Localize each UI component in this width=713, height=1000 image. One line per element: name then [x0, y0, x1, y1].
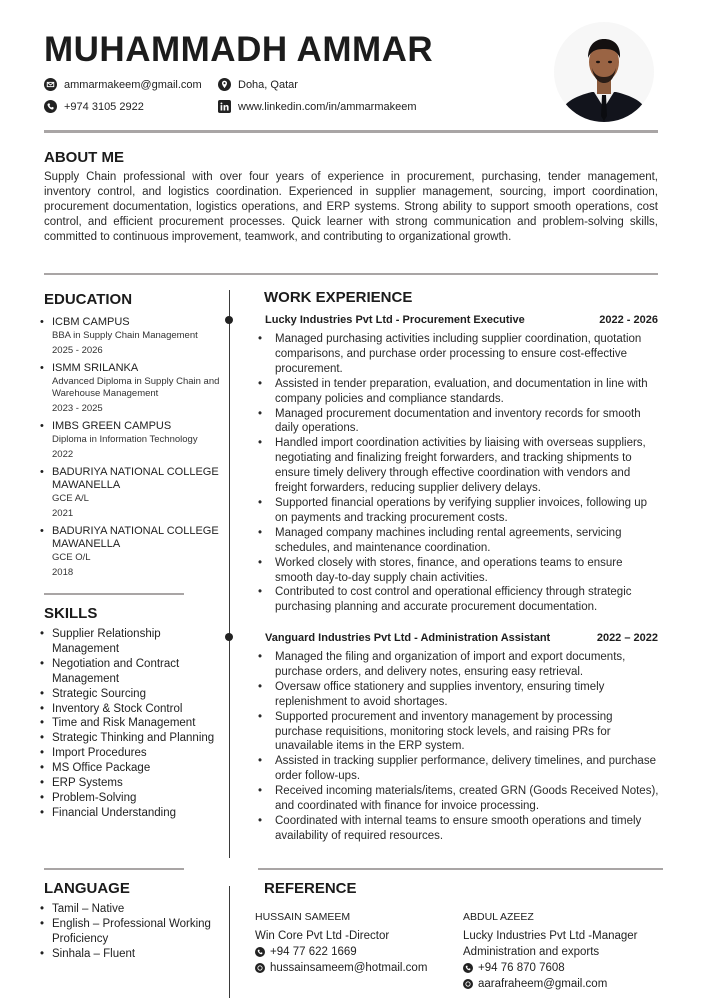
- skill-item: • ERP Systems: [40, 776, 230, 791]
- education-degree: Advanced Diploma in Supply Chain and Warehouse Management: [52, 376, 220, 399]
- skill-item: • Problem-Solving: [40, 791, 230, 806]
- education-degree: Diploma in Information Technology: [52, 434, 198, 445]
- language-item: • Sinhala – Fluent: [40, 947, 230, 962]
- job-header: [264, 632, 660, 644]
- job-bullet: • Managed procurement documentation and inventory records for smooth daily operations.: [258, 407, 660, 437]
- email-icon: [463, 979, 473, 989]
- email-icon: [255, 963, 265, 973]
- phone-icon: [255, 947, 265, 957]
- reference-email[interactable]: [255, 960, 455, 976]
- education-item: [40, 420, 230, 461]
- job-bullet: • Contributed to cost control and operational efficiency through strategic purchasing planning and accurate procurement documentation.: [258, 585, 660, 615]
- contact-linkedin[interactable]: [218, 100, 417, 113]
- job-bullet: • Assisted in tracking supplier performance, delivery timelines, and purchase order follow-ups.: [258, 754, 660, 784]
- reference-phone[interactable]: [255, 944, 455, 960]
- phone-icon: [44, 100, 57, 113]
- reference-email[interactable]: [463, 976, 663, 992]
- location-text: Doha, Qatar: [238, 78, 298, 91]
- reference-1: [255, 909, 455, 976]
- education-year: 2018: [52, 567, 74, 578]
- skill-item: • MS Office Package: [40, 761, 230, 776]
- reference-phone-text: +94 76 870 7608: [478, 962, 565, 974]
- about-divider: [44, 273, 658, 275]
- education-title: EDUCATION: [44, 291, 133, 308]
- education-school: • BADURIYA NATIONAL COLLEGE MAWANELLA: [52, 525, 219, 550]
- reference-name: HUSSAIN SAMEEM: [255, 911, 351, 923]
- skills-divider: [44, 868, 184, 870]
- job-entry-1: [264, 314, 660, 615]
- job-bullet: • Handled import coordination activities by liaising with overseas suppliers, negotiating and finalizing freight forwarders, and tracking shipments to ensure timely delivery through effective coordination with vendors and freight forwarders, reducing supplier delivery delays.: [258, 436, 660, 496]
- language-title: LANGUAGE: [44, 880, 130, 897]
- education-degree: GCE A/L: [52, 493, 89, 504]
- job-entry-2: [264, 632, 660, 844]
- job-header: [264, 314, 660, 326]
- reference-email-text: aarafraheem@gmail.com: [478, 978, 608, 990]
- job-bullet: • Managed purchasing activities including supplier coordination, quotation comparisons, and purchase order processing to ensure cost-effective procurement.: [258, 332, 660, 377]
- education-school: • BADURIYA NATIONAL COLLEGE MAWANELLA: [52, 466, 219, 491]
- contact-location: [218, 78, 298, 91]
- job-title: Vanguard Industries Pvt Ltd - Administration Assistant: [265, 632, 551, 644]
- location-icon: [218, 78, 231, 91]
- job-dates: 2022 – 2022: [596, 632, 658, 644]
- email-icon: [44, 78, 57, 91]
- job-bullets: [258, 650, 660, 844]
- skills-list: [40, 627, 230, 821]
- profile-photo-image: [554, 22, 654, 122]
- skill-item: • Strategic Sourcing: [40, 687, 230, 702]
- skills-title: SKILLS: [44, 605, 98, 622]
- skill-item: • Import Procedures: [40, 746, 230, 761]
- education-year: 2021: [52, 508, 74, 519]
- about-title: ABOUT ME: [44, 149, 124, 166]
- job-bullet: • Oversaw office stationery and supplies inventory, ensuring timely replenishment to avoid shortages.: [258, 680, 660, 710]
- job-bullet: • Managed the filing and organization of import and export documents, purchase orders, and delivery notes, ensuring easy retrieval.: [258, 650, 660, 680]
- reference-phone-text: +94 77 622 1669: [270, 946, 357, 958]
- education-year: 2023 - 2025: [52, 403, 103, 414]
- language-item: • Tamil – Native: [40, 902, 230, 917]
- education-item: [40, 316, 230, 357]
- education-degree: GCE O/L: [52, 552, 91, 563]
- education-year: 2025 - 2026: [52, 345, 103, 356]
- candidate-name: MUHAMMADH AMMAR: [44, 30, 434, 69]
- job-bullet: • Assisted in tender preparation, evaluation, and documentation in line with company policies and compliance standards.: [258, 377, 660, 407]
- education-item: [40, 362, 230, 415]
- job-bullet: • Received incoming materials/items, created GRN (Goods Received Notes), and coordinated with finance for invoice processing.: [258, 784, 660, 814]
- education-school: • ICBM CAMPUS: [52, 316, 130, 328]
- language-item: • English – Professional Working Proficiency: [40, 917, 230, 947]
- reference-role: Lucky Industries Pvt Ltd -Manager Administration and exports: [463, 930, 638, 958]
- reference-title: REFERENCE: [264, 880, 357, 897]
- skill-item: • Negotiation and Contract Management: [40, 657, 230, 687]
- header-divider: [44, 130, 658, 133]
- education-list: [40, 316, 230, 584]
- reference-email-text: hussainsameem@hotmail.com: [270, 962, 428, 974]
- job-bullet: • Coordinated with internal teams to ensure smooth operations and timely availability of required resources.: [258, 814, 660, 844]
- job-bullet: • Managed company machines including rental agreements, servicing schedules, and maintenance coordination.: [258, 526, 660, 556]
- education-item: [40, 466, 230, 520]
- reference-name: ABDUL AZEEZ: [463, 911, 534, 923]
- job-bullets: [258, 332, 660, 615]
- education-year: 2022: [52, 449, 74, 460]
- reference-phone[interactable]: [463, 960, 663, 976]
- skill-item: • Financial Understanding: [40, 806, 230, 821]
- experience-divider: [258, 868, 663, 870]
- email-text: ammarmakeem@gmail.com: [64, 78, 202, 91]
- education-degree: BBA in Supply Chain Management: [52, 330, 198, 341]
- profile-photo: [554, 22, 654, 122]
- contact-email[interactable]: [44, 78, 202, 91]
- education-divider: [44, 593, 184, 595]
- education-school: • ISMM SRILANKA: [52, 362, 139, 374]
- linkedin-icon: [218, 100, 231, 113]
- contact-phone[interactable]: [44, 100, 144, 113]
- linkedin-text: www.linkedin.com/in/ammarmakeem: [238, 100, 417, 113]
- skill-item: • Time and Risk Management: [40, 716, 230, 731]
- education-school: • IMBS GREEN CAMPUS: [52, 420, 172, 432]
- job-bullet: • Supported financial operations by verifying supplier invoices, following up on payments and tracking procurement costs.: [258, 496, 660, 526]
- skill-item: • Inventory & Stock Control: [40, 702, 230, 717]
- phone-icon: [463, 963, 473, 973]
- language-list: [40, 902, 230, 962]
- phone-text: +974 3105 2922: [64, 100, 144, 113]
- reference-role: Win Core Pvt Ltd -Director: [255, 930, 390, 942]
- experience-title: WORK EXPERIENCE: [264, 289, 413, 306]
- job-bullet: • Worked closely with stores, finance, and operations teams to ensure smooth day-to-day supply chain activities.: [258, 556, 660, 586]
- job-bullet: • Supported procurement and inventory management by processing purchase requisitions, monitoring stock levels, and raising PRs for unavailable items in the ERP system.: [258, 710, 660, 755]
- reference-2: [463, 909, 663, 992]
- education-item: [40, 525, 230, 579]
- job-title: Lucky Industries Pvt Ltd - Procurement Executive: [265, 314, 525, 326]
- about-text: Supply Chain professional with over four years of experience in procurement, purchasing, tender management, inventory control, and logistics coordination. Experienced in supplier management, sourcing, import coordination, procurement documentation, logistics operations, and ERP systems. Strong ability to support smooth operations, cost control, and efficient procurement processes. Quick learner with strong communication and problem-solving skills, committed to continuous improvement, teamwork, and contributing to organizational growth.: [44, 171, 658, 243]
- skill-item: • Supplier Relationship Management: [40, 627, 230, 657]
- skill-item: • Strategic Thinking and Planning: [40, 731, 230, 746]
- job-dates: 2022 - 2026: [599, 314, 658, 326]
